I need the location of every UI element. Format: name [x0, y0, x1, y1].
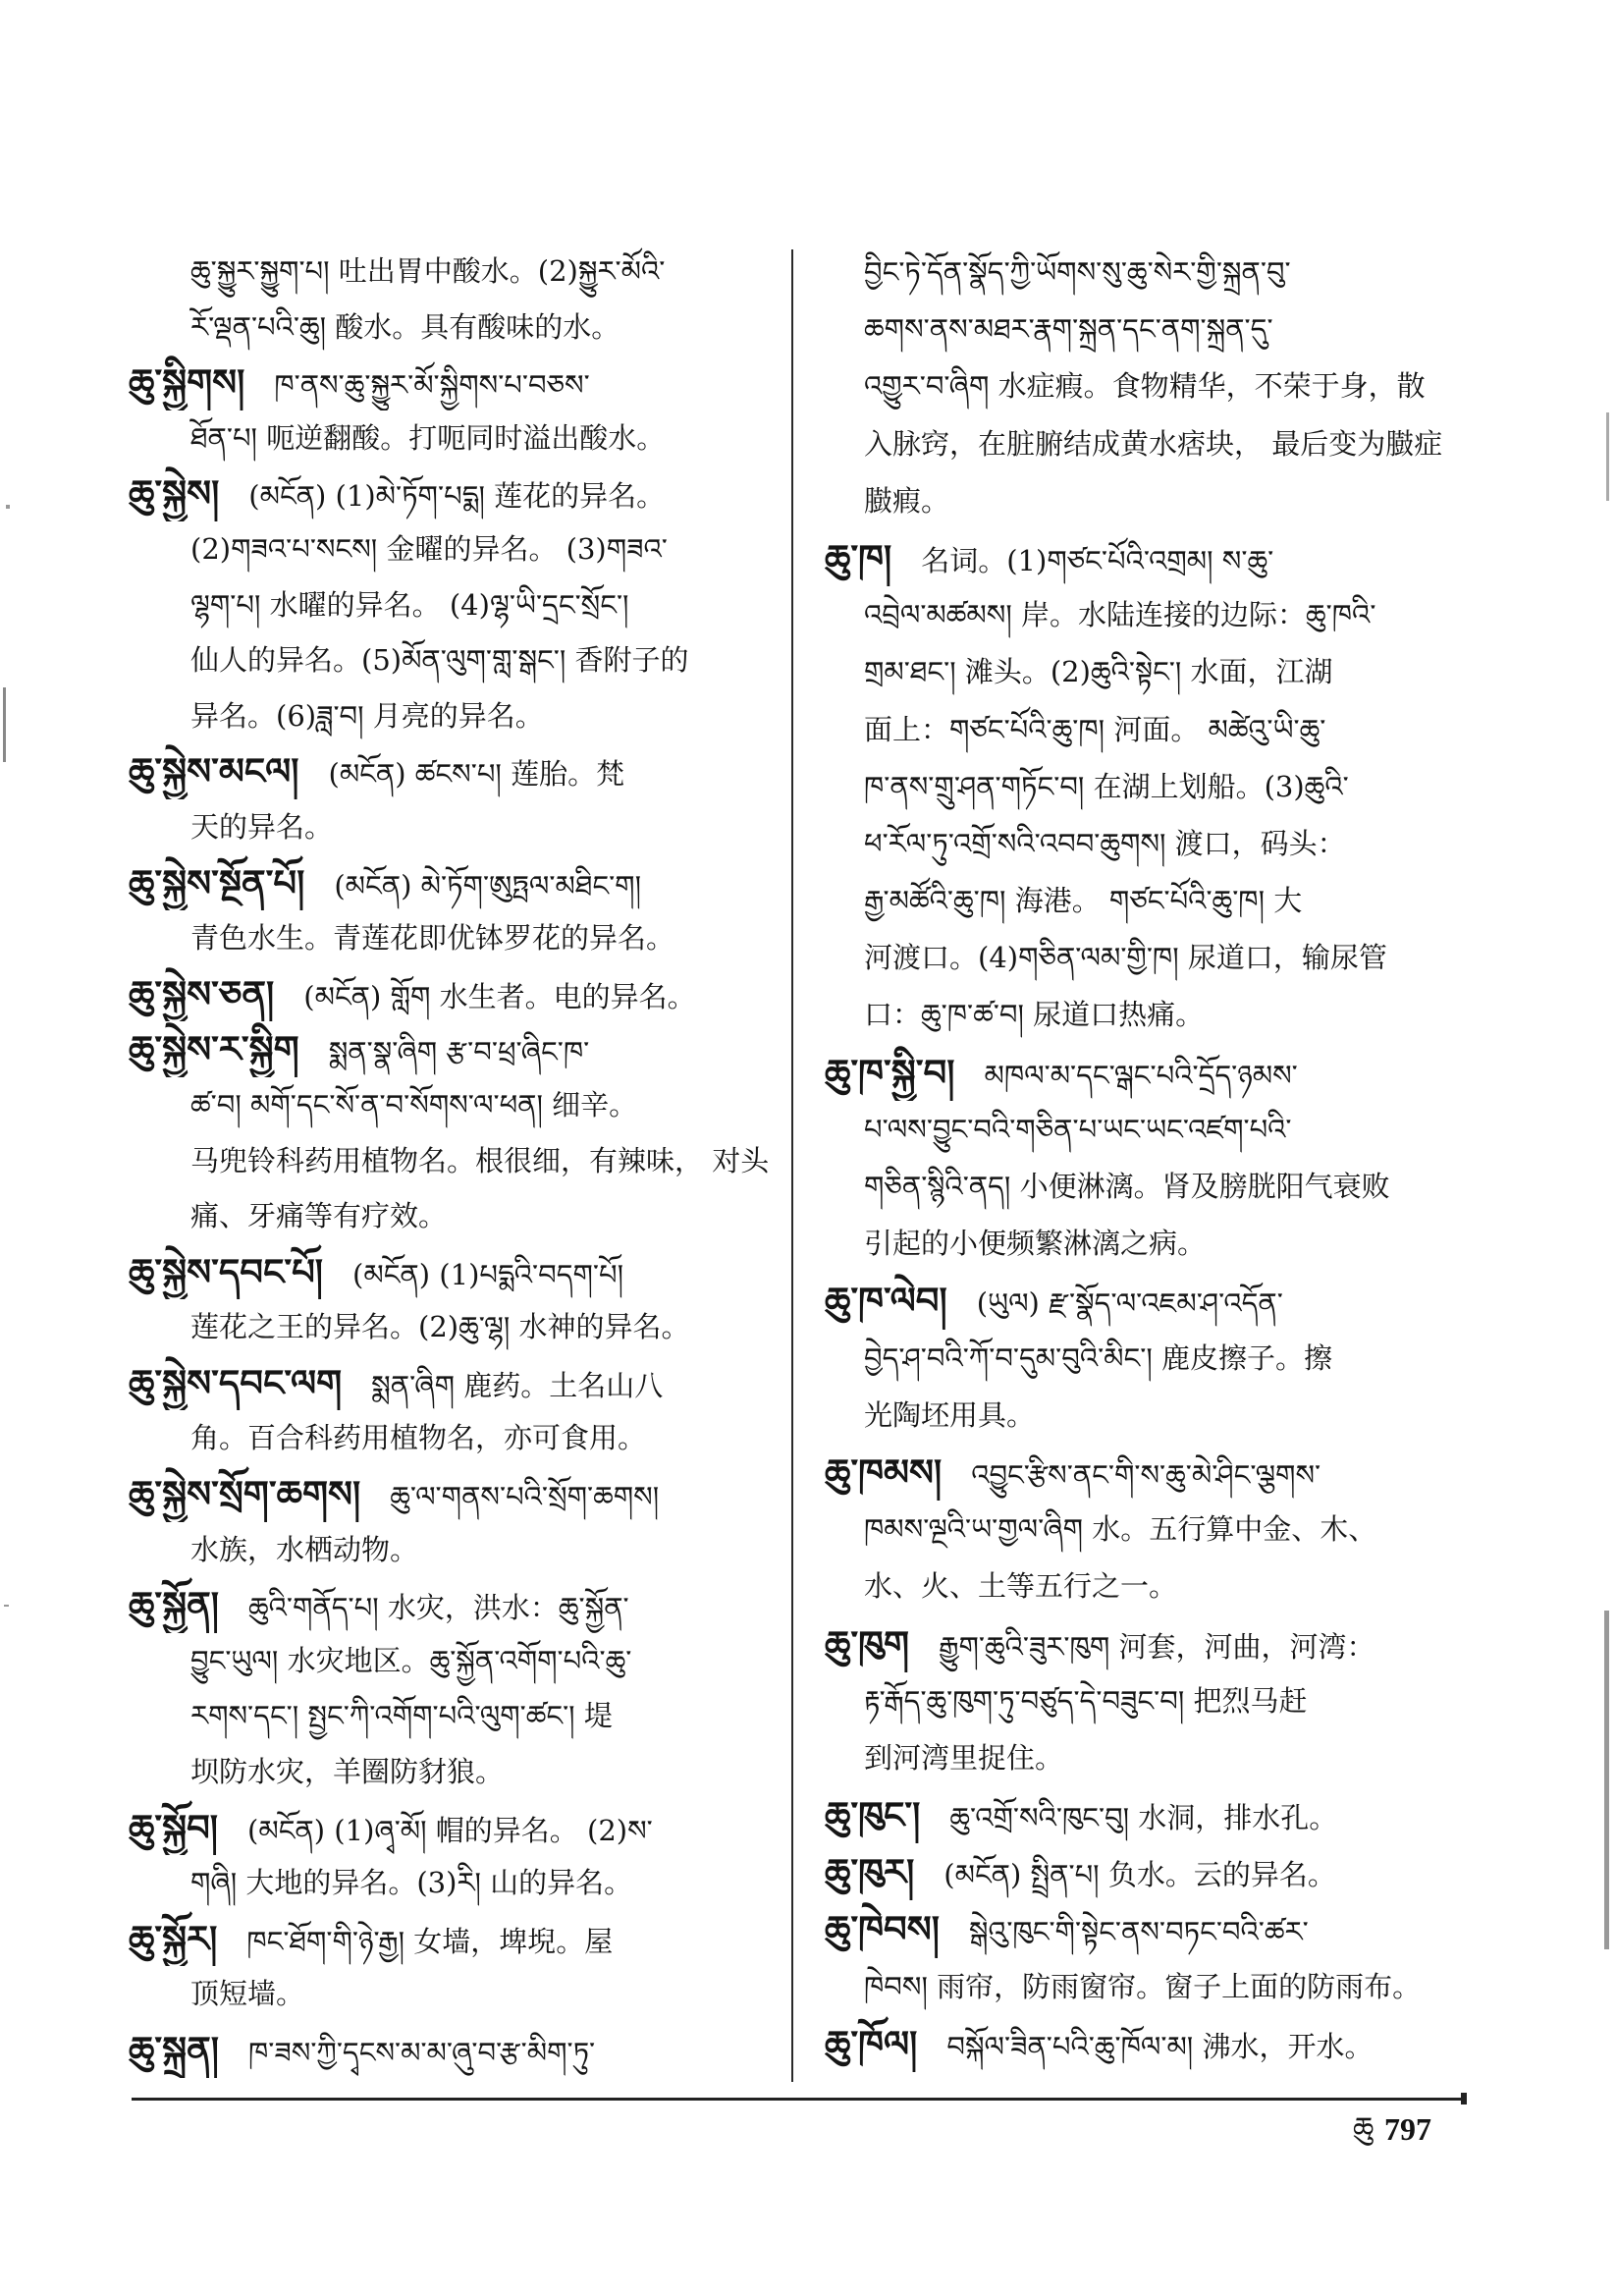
entry-text: ཁམས་ལྔའི་ཡ་གྱལ་ཞིག 水。五行算中金、木、: [864, 1512, 1377, 1547]
entry-headword: ཆུ་སྐྱེས་དབང་པོ།: [129, 1249, 324, 1293]
entry-text: ཆུ་འགྲོ་སའི་ཁུང་བུ། 水洞，排水孔。: [949, 1801, 1338, 1835]
text-line: [825, 301, 1468, 357]
text-line: [825, 1330, 1468, 1387]
text-line: [825, 1558, 1468, 1614]
text-line: [825, 529, 1468, 586]
entry-text: 角。百合科药用植物名，亦可食用。: [190, 1421, 647, 1455]
entry-text: (ཡུལ) རྫ་སྣོད་ལ་འཇམ་ཤ་འདོན་: [976, 1286, 1283, 1321]
text-line: [825, 1158, 1468, 1215]
scan-artifact: [1606, 412, 1609, 501]
entry-text: (མངོན) མེ་ཏོག་ཨུཏྤལ་མཐིང་ག།: [334, 868, 642, 902]
entry-headword: ཆུ་ཁུང་།: [825, 1793, 921, 1837]
entry-text: 天的异名。: [190, 809, 334, 844]
text-line: [129, 577, 784, 633]
scan-artifact: [6, 505, 10, 509]
text-line: [825, 1786, 1468, 1843]
text-line: [129, 1299, 784, 1355]
text-line: [825, 472, 1468, 529]
entry-text: བྱེད་ཤ་བའི་ཀོ་བ་དུམ་བུའི་མིང་། 鹿皮擦子。擦: [864, 1340, 1333, 1375]
entry-text: 坝防水灾，羊圈防豺狼。: [190, 1755, 505, 1789]
text-line: [129, 1410, 784, 1466]
text-line: [129, 1133, 784, 1189]
page-number: 797: [1384, 2111, 1431, 2147]
entry-text: པ་ལས་བྱུང་བའི་གཅིན་པ་ཡང་ཡང་འཛག་པའི་: [864, 1112, 1292, 1146]
entry-text: (མངོན) སྤྲིན་པ། 负水。云的异名。: [943, 1858, 1336, 1892]
text-line: [129, 1466, 784, 1522]
entry-text: 入脉窍，在脏腑结成黄水痞块， 最后变为臌症: [864, 426, 1443, 461]
text-line: [825, 1101, 1468, 1158]
entry-text: 顶短墙。: [190, 1977, 305, 2011]
entry-text: 河渡口。(4)གཅིན་ལམ་གྱི་ཁ། 尿道口，输尿管: [864, 941, 1387, 975]
entry-text: 口：ཆུ་ཁ་ཚ་བ། 尿道口热痛。: [864, 998, 1205, 1032]
text-line: [825, 1958, 1468, 2015]
text-line: [129, 1188, 784, 1244]
entry-text: (མངོན) (1)མེ་ཏོག་པདྨ། 莲花的异名。: [248, 479, 666, 514]
text-line: [129, 1633, 784, 1689]
entry-text: སྨན་སྣ་ཞིག རྩ་བ་ཕྲ་ཞིང་ཁ་: [328, 1035, 590, 1069]
entry-headword: ཆུ་སྐྱེས་མངལ།: [129, 749, 299, 793]
text-line: [129, 632, 784, 688]
footer-rule: [132, 2098, 1465, 2101]
entry-headword: ཆུ་སྐྱེས་དབང་ལག: [129, 1360, 343, 1404]
text-line: [825, 929, 1468, 986]
text-line: [129, 1800, 784, 1856]
entry-text: 光陶坯用具。: [864, 1397, 1036, 1432]
entry-text: ཕ་རོལ་ཏུ་འགྲོ་སའི་འབབ་ཆུགས། 渡口，码头：: [864, 826, 1346, 860]
entry-text: ཁ་ནས་གྲུ་ཤན་གཏོང་བ། 在湖上划船。(3)ཆུའི་: [864, 769, 1349, 803]
entry-headword: ཆུ་སྐྱེས་ར་སྐྱིག: [129, 1027, 299, 1071]
text-line: [129, 1021, 784, 1077]
text-line: [129, 1966, 784, 2022]
text-line: [825, 872, 1468, 929]
text-line: [129, 1688, 784, 1744]
entry-text: 仙人的异名。(5)མོན་ལུག་གླ་སྒང་། 香附子的: [190, 643, 689, 678]
entry-text: ཆགས་ནས་མཐར་རྣག་སྐྲན་དང་ནག་སྐྲན་དུ་: [864, 312, 1273, 347]
text-line: [129, 910, 784, 966]
entry-text: 异名。(6)ཟླ་བ། 月亮的异名。: [190, 698, 544, 733]
text-line: [129, 1077, 784, 1133]
text-line: [129, 1577, 784, 1633]
text-line: [129, 1911, 784, 1967]
text-line: [129, 355, 784, 410]
entry-headword: ཆུ་སྐྱེས་སྲོག་ཆགས།: [129, 1472, 361, 1516]
entry-headword: ཆུ་སྐྲན།: [129, 2028, 219, 2071]
entry-text: (མངོན) (1)ཞྭ་མོ། 帽的异名。 (2)ས་: [247, 1813, 653, 1847]
entry-headword: ཆུ་ཁ་སྐྱི་བ།: [825, 1050, 955, 1094]
text-line: [825, 815, 1468, 872]
entry-text: འགྱུར་བ་ཞིག 水症瘕。食物精华，不荣于身，散: [864, 369, 1426, 404]
left-column: [129, 244, 784, 2078]
entry-text: ཆུ་ལ་གནས་པའི་སྲོག་ཆགས།: [390, 1480, 660, 1514]
entry-text: ཆུའི་གནོད་པ། 水灾，洪水：ཆུ་སྐྱོན་: [247, 1591, 629, 1625]
entry-text: (མངོན) ཚངས་པ། 莲胎。梵: [328, 757, 625, 792]
entry-text: སྒེའུ་ཁུང་གི་སྟེང་ནས་བཏང་བའི་ཚར་: [968, 1915, 1309, 1949]
entry-text: འབྲེལ་མཚམས། 岸。水陆连接的边际：ཆུ་ཁའི་: [864, 598, 1376, 632]
text-line: [825, 1729, 1468, 1786]
column-divider: [791, 249, 793, 2082]
entry-text: (མངོན) (1)པདྨའི་བདག་པོ།: [352, 1257, 624, 1291]
entry-text: 水族，水栖动物。: [190, 1532, 419, 1566]
text-line: [129, 244, 784, 300]
text-line: [129, 743, 784, 799]
entry-headword: ཆུ་སྐྱོན།: [129, 1583, 219, 1627]
right-column: [825, 244, 1468, 2072]
entry-text: 水、火、土等五行之一。: [864, 1569, 1178, 1604]
text-line: [129, 2022, 784, 2078]
entry-headword: ཆུ་སྐྱོར།: [129, 1916, 218, 1960]
entry-headword: ཆུ་སྐྱེས་ཅན།: [129, 971, 275, 1015]
entry-text: ཚ་བ། མགོ་དང་སོ་ན་བ་སོགས་ལ་ཕན། 细辛。: [190, 1087, 638, 1121]
entry-text: གཞི། 大地的异名。(3)རི། 山的异名。: [190, 1866, 633, 1900]
entry-text: ཁང་ཐོག་གི་ཉེ་རྒྱ། 女墙，埤堄。屋: [246, 1924, 614, 1958]
text-line: [129, 966, 784, 1022]
entry-text: གྲམ་ཐང་། 滩头。(2)ཆུའི་སྟེང་། 水面，江湖: [864, 655, 1333, 689]
scan-artifact: [3, 687, 6, 762]
text-line: [129, 465, 784, 521]
text-line: [825, 1615, 1468, 1672]
text-line: [825, 1444, 1468, 1501]
entry-text: 马兜铃科药用植物名。根很细，有辣味， 对头: [190, 1143, 770, 1177]
entry-text: 臌瘕。: [864, 483, 950, 518]
entry-text: ཐོན་པ། 呃逆翻酸。打呃同时溢出酸水。: [190, 420, 666, 455]
entry-headword: ཆུ་ཁམས།: [825, 1449, 943, 1494]
text-line: [825, 357, 1468, 414]
text-line: [129, 1355, 784, 1411]
entry-headword: ཆུ་ཁེབས།: [825, 1907, 940, 1951]
text-line: [825, 758, 1468, 815]
entry-headword: ཆུ་སྐྱེས་སྔོན་པོ།: [129, 860, 305, 904]
entry-text: སྨན་ཞིག 鹿药。土名山八: [371, 1368, 664, 1402]
entry-text: (2)གཟའ་པ་སངས། 金曜的异名。 (3)གཟའ་: [190, 531, 668, 566]
entry-text: རོ་ལྡན་པའི་ཆུ། 酸水。具有酸味的水。: [190, 309, 620, 344]
text-line: [129, 799, 784, 855]
text-line: [825, 643, 1468, 700]
entry-headword: ཆུ་སྐྱིགས།: [129, 360, 245, 405]
text-line: [825, 244, 1468, 301]
entry-text: 青色水生。青莲花即优钵罗花的异名。: [190, 921, 675, 956]
entry-text: ཁ་ནས་ཆུ་སྐྱུར་མོ་སྐྱིགས་པ་བཅས་: [274, 368, 590, 403]
entry-headword: ཆུ་སྐྱེས།: [129, 471, 220, 516]
entry-text: ལྷག་པ། 水曜的异名。 (4)ལྷ་ཡི་དྲང་སྲོང་།: [190, 587, 629, 622]
entry-text: རགས་དང་། སྤྱང་ཀི་འགོག་པའི་ལུག་ཚང་། 堤: [190, 1699, 613, 1733]
entry-text: ཁ་ཟས་ཀྱི་དྭངས་མ་མ་ཞུ་བ་རྩ་མིག་ཏུ་: [247, 2036, 596, 2069]
text-line: [129, 1244, 784, 1300]
entry-headword: ཆུ་ཁུར།: [825, 1850, 915, 1894]
text-line: [825, 1387, 1468, 1444]
entry-text: ཆུ་སྐྱུར་སྐྱུག་པ། 吐出胃中酸水。(2)སྐྱུར་མོའི་: [190, 254, 666, 288]
text-line: [825, 986, 1468, 1043]
entry-text: རྒྱ་མཚོའི་ཆུ་ཁ། 海港。 གཙང་པོའི་ཆུ་ཁ། 大: [864, 884, 1303, 918]
scan-artifact: [4, 1605, 9, 1607]
entry-headword: ཆུ་ཁུག: [825, 1621, 910, 1666]
text-line: [825, 1900, 1468, 1957]
text-line: [129, 688, 784, 744]
entry-text: 到河湾里捉住。: [864, 1740, 1064, 1775]
entry-text: བྱུང་ཡུལ། 水灾地区。ཆུ་སྐྱོན་འགོག་པའི་ཆུ་: [190, 1643, 632, 1677]
text-line: [129, 1744, 784, 1800]
text-line: [129, 300, 784, 355]
entry-text: 面上：གཙང་པོའི་ཆུ་ཁ། 河面。 མཚེའུ་ཡི་ཆུ་: [864, 712, 1326, 746]
entry-text: (མངོན) གློག 水生者。电的异名。: [303, 979, 696, 1013]
entry-text: བསྐོལ་ཟིན་པའི་ཆུ་ཁོལ་མ། 沸水，开水。: [946, 2029, 1374, 2063]
text-line: [825, 1843, 1468, 1900]
text-line: [129, 1855, 784, 1911]
entry-text: 引起的小便频繁淋漓之病。: [864, 1227, 1207, 1261]
entry-headword: ཆུ་ཁ།: [825, 535, 892, 579]
text-line: [825, 1672, 1468, 1729]
text-line: [825, 701, 1468, 758]
text-line: [825, 2015, 1468, 2072]
entry-text: ཁེབས། 雨帘，防雨窗帘。窗子上面的防雨布。: [864, 1969, 1422, 2003]
entry-text: རྒྱུག་ཆུའི་ཟུར་ཁུག 河套，河曲，河湾：: [939, 1629, 1375, 1664]
text-line: [129, 1522, 784, 1578]
text-line: [825, 586, 1468, 643]
entry-headword: ཆུ་ཁོལ།: [825, 2021, 918, 2065]
text-line: [825, 415, 1468, 472]
text-line: [129, 521, 784, 577]
text-line: [129, 855, 784, 911]
scan-artifact: [1604, 1611, 1609, 1949]
entry-text: 痛、牙痛等有疗效。: [190, 1199, 448, 1233]
entry-text: མཁལ་མ་དང་ལྒང་པའི་དྲོད་ཉམས་: [984, 1058, 1298, 1092]
entry-headword: ཆུ་ཁ་ལེབ།: [825, 1279, 947, 1323]
text-line: [825, 1272, 1468, 1329]
entry-headword: ཆུ་སྐྱོབ།: [129, 1805, 219, 1849]
running-head: ཆུ: [1353, 2111, 1374, 2146]
text-line: [825, 1501, 1468, 1558]
entry-text: རྟ་རྒོད་ཆུ་ཁུག་ཏུ་བཙུད་དེ་བཟུང་བ། 把烈马赶: [864, 1683, 1308, 1718]
entry-text: འབྱུང་རྩིས་ནང་གི་ས་ཆུ་མེ་ཤིང་ལྕགས་: [971, 1457, 1321, 1492]
text-line: [825, 1215, 1468, 1272]
entry-text: 名词。(1)གཙང་པོའི་འགྲམ། ས་ཆུ་: [921, 543, 1274, 577]
text-line: [825, 1044, 1468, 1101]
entry-text: གཅིན་སྙིའི་ནད། 小便淋漓。肾及膀胱阳气衰败: [864, 1170, 1390, 1203]
entry-text: 莲花之王的异名。(2)ཆུ་ལྷ། 水神的异名。: [190, 1310, 690, 1344]
entry-text: བྱིང་ཏེ་དོན་སྣོད་ཀྱི་ཡོགས་སུ་ཆུ་སེར་གྱི་སྐྲན་བུ་: [864, 255, 1291, 289]
text-line: [129, 410, 784, 466]
footer-rule-end: [1461, 2093, 1467, 2105]
